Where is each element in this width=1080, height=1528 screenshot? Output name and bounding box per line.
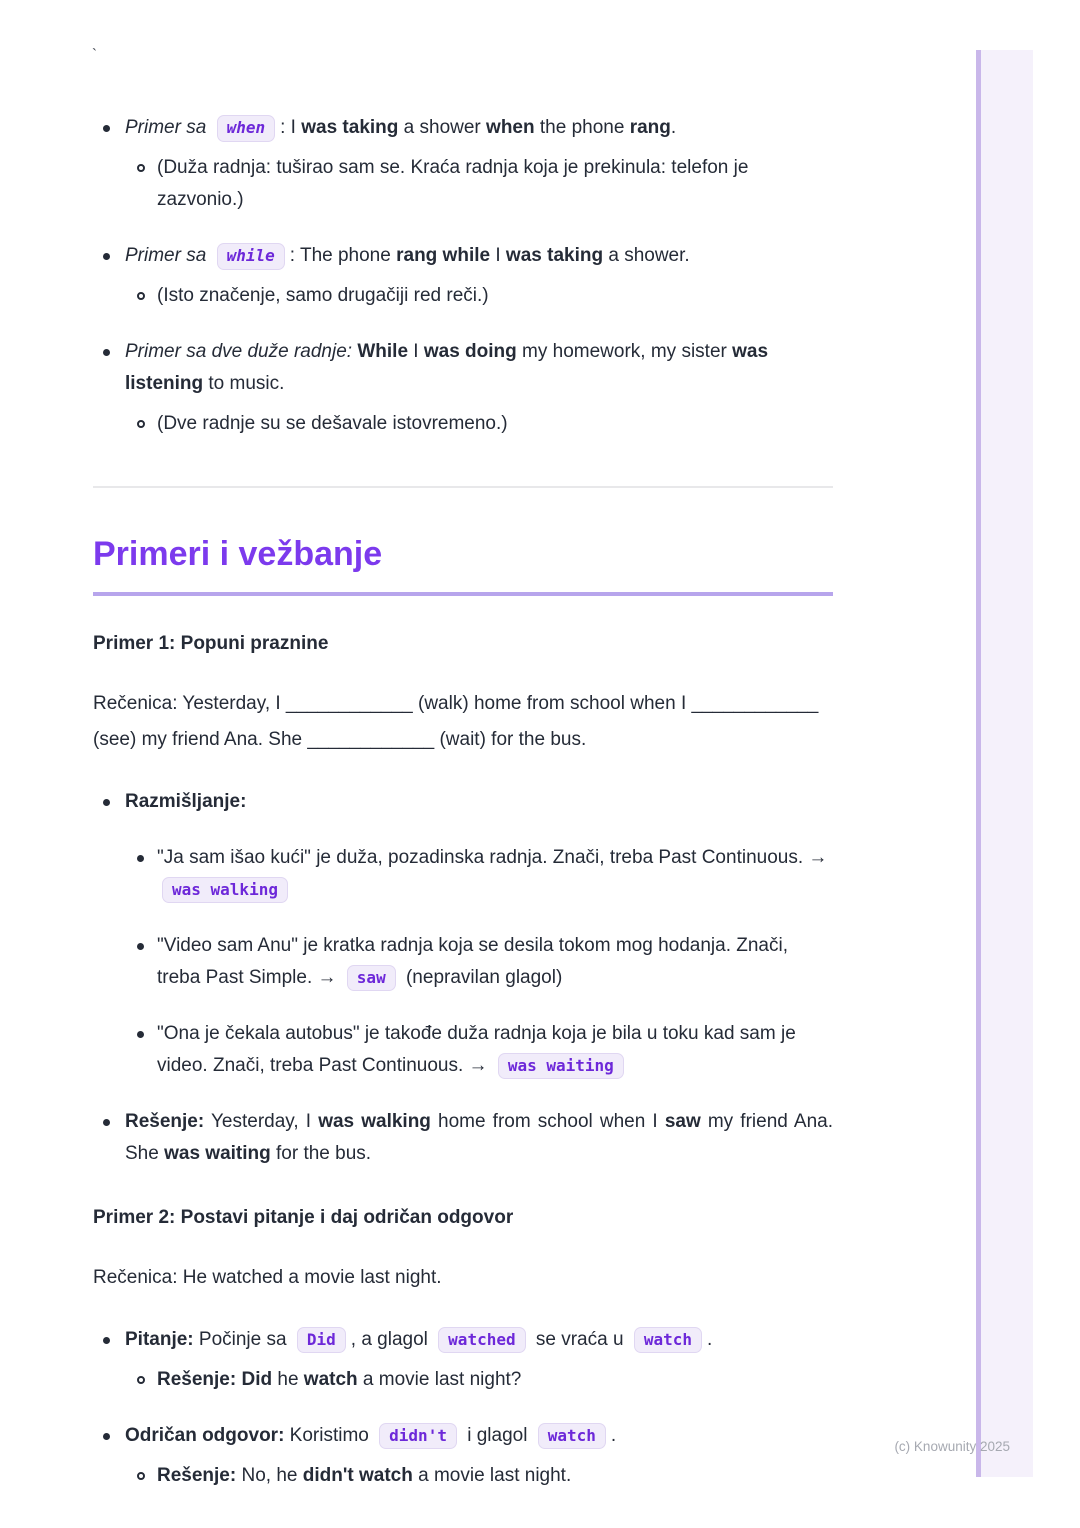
text-run: Primer sa [125,245,212,266]
text-run: watch [303,1368,358,1390]
bullet-icon [137,855,144,862]
bullet-icon [103,253,110,260]
example-heading: Primer 1: Popuni praznine [93,632,329,654]
section-title: Primeri i vežbanje [93,534,833,596]
list-item [93,1018,833,1082]
list [93,786,833,1170]
list-item-text [157,1465,571,1486]
paragraph [93,1260,833,1296]
text-run: for the bus. [270,1142,372,1164]
text-run: a movie last night? [357,1368,522,1390]
code-badge: was waiting [498,1053,624,1080]
example-heading: Primer 2: Postavi pitanje i daj odričan odgovor [93,1206,514,1228]
text-run: when [486,117,535,138]
text-run: rang [629,117,671,138]
text-run: (Isto značenje, samo drugačiji red reči.) [157,285,489,306]
list-item-text [125,791,246,812]
list-item [93,1460,833,1492]
text-run: se vraća u [530,1328,629,1350]
text-run: my friend Ana. She [125,1110,833,1164]
text-run: While [357,341,409,362]
code-badge: while [217,243,285,270]
text-run: Primer sa dve duže radnje: [125,341,358,362]
text-run: , a glagol [350,1328,434,1350]
list-item-text [157,1369,521,1390]
text-run: Primer sa [125,117,212,138]
hollow-bullet-icon [137,1472,145,1480]
list-item [93,842,833,906]
code-badge: Did [297,1327,346,1354]
code-badge: saw [347,965,396,992]
list-item [93,112,833,144]
list-item-text [157,935,788,988]
text-run: Rešenje: [125,1110,205,1132]
list-item-text [157,847,827,900]
document-content [93,100,833,1528]
text-run: a movie last night. [412,1464,572,1486]
text-run: "Video sam Anu" je kratka radnja koja se desila tokom mog hodanja. Znači, treba Past Simple. → [157,934,788,988]
list [93,1324,833,1492]
text-run: was listening [125,341,769,394]
code-badge: didn't [379,1423,457,1450]
list-item-text [125,245,690,266]
text-run: Razmišljanje: [125,790,247,812]
list-item-text [157,1023,796,1076]
text-run: was doing [423,341,517,362]
text-run: he [272,1368,304,1390]
bullet-icon [103,349,110,356]
text-run: Počinje sa [193,1328,292,1350]
text-run: was waiting [164,1142,271,1164]
text-run: was taking [505,245,604,266]
text-run: Pitanje: [125,1328,194,1350]
list-item-text [125,341,768,394]
list [93,112,833,440]
text-run: was walking [318,1110,431,1132]
list-item [93,930,833,994]
code-badge: was walking [162,877,288,904]
text-run: was taking [301,117,399,138]
text-run: . [670,117,677,138]
list-item [93,786,833,818]
list-item-text [157,413,508,434]
bullet-icon [103,1337,110,1344]
list-item-text [157,285,489,306]
text-run: Rešenje: [157,1464,237,1486]
text-run: : I [280,117,302,138]
text-run: Rečenica: He watched a movie last night. [93,1266,442,1288]
list-item [93,1324,833,1356]
list-item [93,1364,833,1396]
text-run: rang while [396,245,491,266]
text-run: (Duža radnja: tuširao sam se. Kraća radnja koja je prekinula: telefon je zazvonio.) [157,157,749,210]
list-item [93,280,833,312]
list-item [93,336,833,400]
text-run: didn't watch [302,1464,413,1486]
list-item [93,240,833,272]
copyright-text: (c) Knowunity 2025 [894,1439,1010,1454]
text-run: i glagol [461,1424,533,1446]
code-badge: watched [438,1327,525,1354]
text-run: a shower [398,117,487,138]
text-run: I [490,245,506,266]
bullet-icon [103,125,110,132]
text-run: Yesterday, I [204,1110,319,1132]
list-item [93,408,833,440]
text-run: Koristimo [284,1424,375,1446]
list-item-text [125,117,676,138]
text-run: . [707,1328,713,1350]
list-item [93,152,833,216]
text-run: "Ona je čekala autobus" je takođe duža radnja koja je bila u toku kad sam je video. Znači, treba Past Continuous. → [157,1022,796,1076]
text-run: (nepravilan glagol) [400,966,563,988]
divider [93,486,833,488]
text-run: "Ja sam išao kući" je duža, pozadinska radnja. Znači, treba Past Continuous. → [157,846,828,868]
list-item-text [125,1425,616,1446]
text-run: saw [664,1110,701,1132]
text-run: to music. [203,373,285,394]
text-run: I [408,341,424,362]
hollow-bullet-icon [137,292,145,300]
list-item [93,1420,833,1452]
text-run: No, he [236,1464,303,1486]
text-run: a shower. [603,245,690,266]
bullet-icon [103,1433,110,1440]
list-item-text [157,157,748,210]
paragraph [93,686,833,758]
list-item [93,1106,833,1170]
text-run: home from school when I [430,1110,665,1132]
bullet-icon [137,943,144,950]
text-run: . [610,1424,617,1446]
text-run: : The phone [289,245,397,266]
hollow-bullet-icon [137,1376,145,1384]
stray-backtick: ` [92,46,97,63]
bullet-icon [103,799,110,806]
hollow-bullet-icon [137,420,145,428]
text-run: the phone [534,117,630,138]
bullet-icon [137,1031,144,1038]
text-run: Odričan odgovor: [125,1424,285,1446]
list-item-text [125,1111,833,1164]
side-panel [976,50,1033,1477]
code-badge: when [217,115,276,142]
text-run: Rečenica: Yesterday, I ____________ (walk) home from school when I ____________ (see) my friend Ana. She ____________ (wait) for the bus. [93,692,819,750]
list-item-text [125,1329,712,1350]
text-run: Rešenje: Did [157,1368,273,1390]
code-badge: watch [634,1327,702,1354]
text-run: (Dve radnje su se dešavale istovremeno.) [157,413,508,434]
code-badge: watch [538,1423,606,1450]
hollow-bullet-icon [137,164,145,172]
text-run: my homework, my sister [516,341,733,362]
bullet-icon [103,1119,110,1126]
